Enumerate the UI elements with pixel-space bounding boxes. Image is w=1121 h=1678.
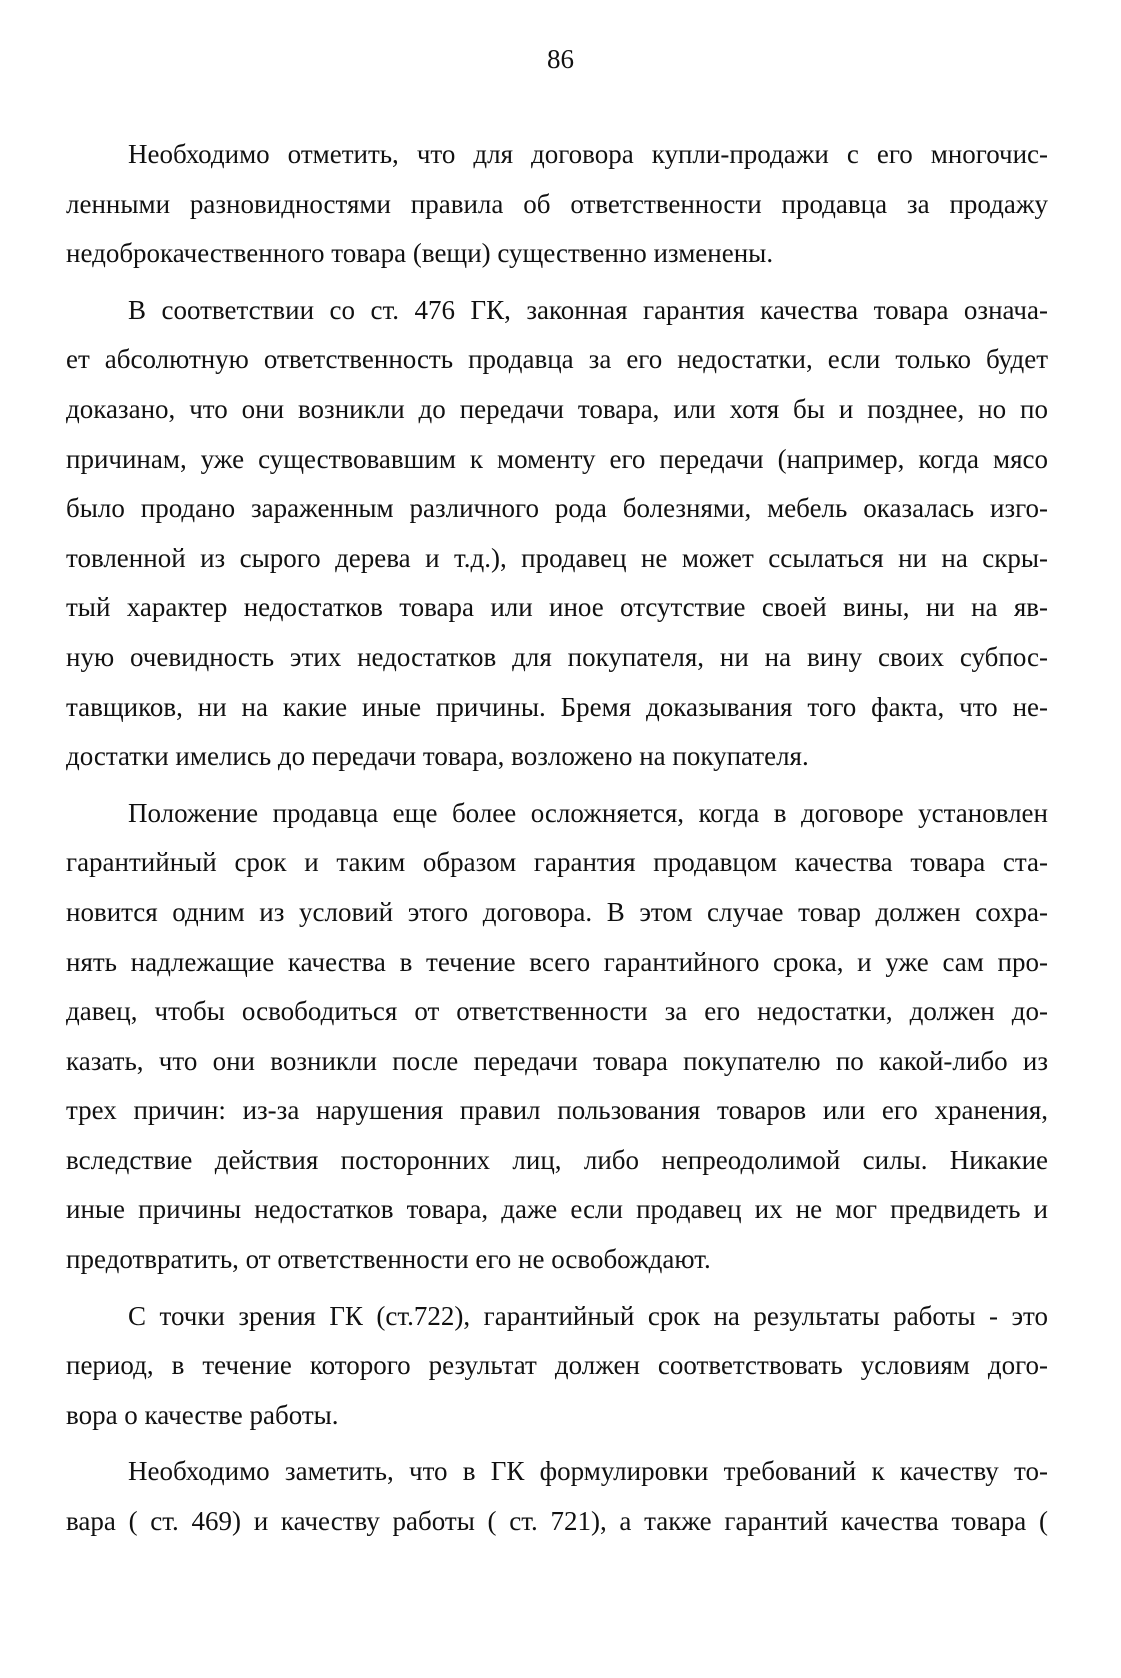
text-line: достатки имелись до передачи товара, возложено на покупателя. — [66, 741, 809, 772]
text-line: было продано зараженным различного рода болезнями, мебель оказалась изго- — [66, 493, 1048, 524]
text-line: Положение продавца еще более осложняется, когда в договоре установлен — [128, 797, 1048, 828]
body-text — [66, 130, 1048, 1554]
text-line: причинам, уже существовавшим к моменту его передачи (например, когда мясо — [66, 443, 1048, 474]
text-line: новится одним из условий этого договора. В этом случае товар должен сохра- — [66, 896, 1048, 927]
text-line: предотвратить, от ответственности его не освобождают. — [66, 1244, 711, 1275]
page-number: 86 — [547, 44, 574, 74]
text-line: период, в течение которого результат должен соответствовать условиям дого- — [66, 1350, 1048, 1381]
text-line: недоброкачественного товара (вещи) существенно изменены. — [66, 238, 774, 269]
text-line: С точки зрения ГК (ст.722), гарантийный срок на результаты работы - это — [128, 1300, 1048, 1331]
text-line: вора о качестве работы. — [66, 1399, 339, 1430]
text-line: иные причины недостатков товара, даже если продавец их не мог предвидеть и — [66, 1194, 1048, 1225]
text-line: ленными разновидностями правила об ответственности продавца за продажу — [66, 188, 1048, 219]
paragraph-5 — [66, 1447, 1048, 1546]
paragraph-3 — [66, 789, 1048, 1285]
text-line: ет абсолютную ответственность продавца за его недостатки, если только будет — [66, 344, 1048, 375]
text-line: нять надлежащие качества в течение всего гарантийного срока, и уже сам про- — [66, 946, 1048, 977]
text-line: давец, чтобы освободиться от ответственности за его недостатки, должен до- — [66, 996, 1048, 1027]
text-line: Необходимо отметить, что для договора купли-продажи с его многочис- — [128, 139, 1048, 169]
text-line: тый характер недостатков товара или иное отсутствие своей вины, ни на яв- — [66, 592, 1048, 623]
text-line: Необходимо заметить, что в ГК формулировки требований к качеству то- — [128, 1456, 1048, 1487]
text-line: доказано, что они возникли до передачи товара, или хотя бы и позднее, но по — [66, 393, 1048, 424]
paragraph-4 — [66, 1292, 1048, 1441]
text-line: товленной из сырого дерева и т.д.), продавец не может ссылаться ни на скры- — [66, 542, 1048, 573]
text-line: казать, что они возникли после передачи товара покупателю по какой-либо из — [66, 1045, 1048, 1076]
text-line: гарантийный срок и таким образом гарантия продавцом качества товара ста- — [66, 847, 1048, 878]
text-line: В соответствии со ст. 476 ГК, законная гарантия качества товара означа- — [128, 294, 1048, 325]
text-line: тавщиков, ни на какие иные причины. Бремя доказывания того факта, что не- — [66, 691, 1048, 722]
paragraph-2 — [66, 286, 1048, 782]
paragraph-1 — [66, 130, 1048, 279]
text-line: ную очевидность этих недостатков для покупателя, ни на вину своих субпос- — [66, 641, 1048, 672]
text-line: трех причин: из-за нарушения правил пользования товаров или его хранения, — [66, 1095, 1048, 1126]
text-line: вара ( ст. 469) и качеству работы ( ст. 721), а также гарантий качества товара ( — [66, 1506, 1048, 1537]
text-line: вследствие действия посторонних лиц, либо непреодолимой силы. Никакие — [66, 1144, 1048, 1175]
